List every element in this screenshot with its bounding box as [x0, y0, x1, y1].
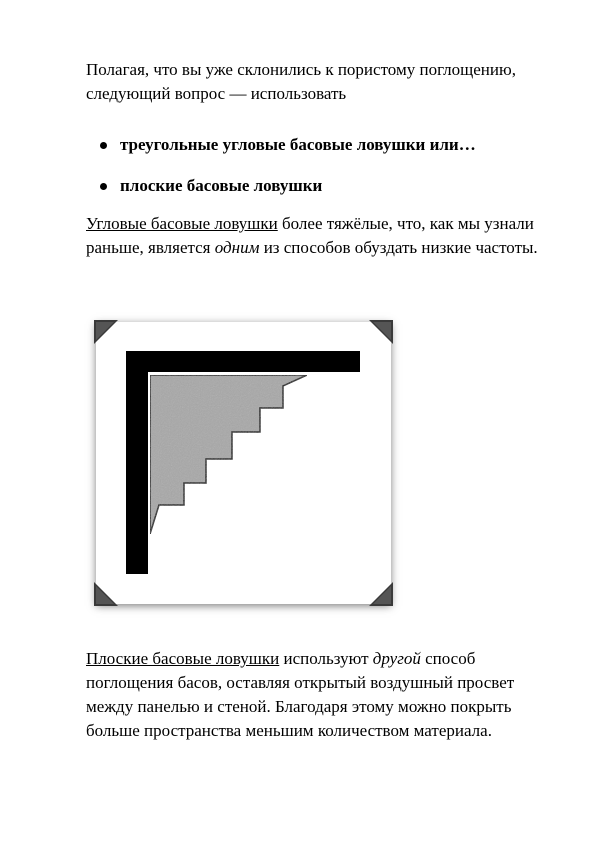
paragraph2-text2: из способов обуздать низкие частоты.: [259, 238, 538, 257]
bullet-list: [100, 133, 476, 198]
corner-trap-illustration: [96, 322, 391, 604]
flat-traps-paragraph: [86, 647, 556, 743]
corner-traps-link-text: Угловые басовые ловушки: [86, 214, 278, 233]
intro-paragraph: Полагая, что вы уже склонились к пористому поглощению, следующий вопрос — использовать: [86, 60, 516, 103]
paragraph3-emphasis: другой: [372, 649, 421, 668]
paragraph2-text1: более тяжёлые, что, как мы узнали раньше, является: [86, 214, 534, 257]
paragraph3-text2: способ поглощения басов, оставляя открытый воздушный просвет между панелью и стеной. Благодаря этому можно покрыть больше пространства меньшим количеством материала.: [86, 649, 515, 740]
bullet-item-corner-traps: треугольные угловые басовые ловушки или…: [100, 133, 476, 157]
paragraph3-text1: используют: [279, 649, 373, 668]
photo-corner-icon: [369, 320, 393, 344]
corner-traps-paragraph: [86, 212, 556, 260]
corner-trap-diagram: [96, 322, 391, 604]
flat-traps-link-text: Плоские басовые ловушки: [86, 649, 280, 668]
bass-trap-shape: [150, 375, 307, 534]
photo-corner-icon: [369, 582, 393, 606]
paragraph2-emphasis: одним: [214, 238, 260, 257]
bullet-item-flat-traps: плоские басовые ловушки: [100, 174, 476, 198]
photo-corner-icon: [94, 320, 118, 344]
photo-corner-icon: [94, 582, 118, 606]
